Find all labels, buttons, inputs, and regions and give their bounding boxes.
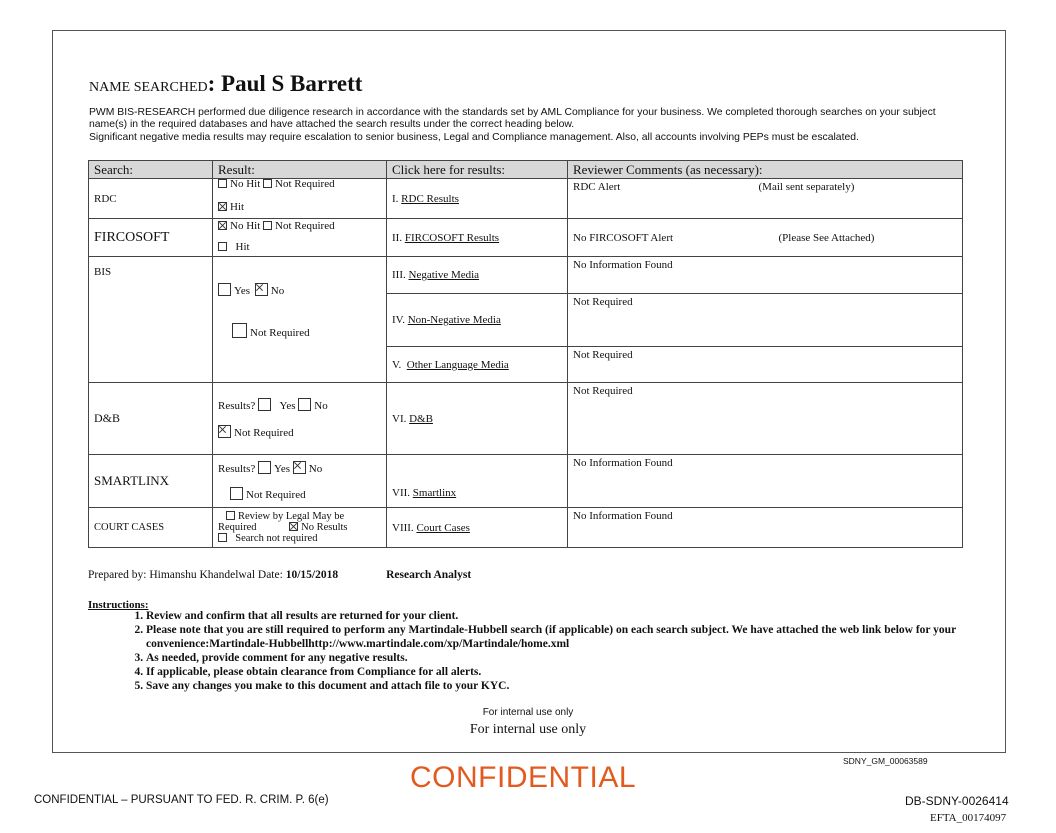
court-link-cell: VIII. Court Cases (387, 508, 568, 548)
bis-result: Yes No Not Required (213, 257, 387, 383)
instruction-item: 4. If applicable, please obtain clearance from Compliance for all alerts. (146, 665, 976, 679)
row-bis-negative (89, 257, 963, 294)
dnb-yes-checkbox[interactable] (258, 398, 271, 411)
non-negative-media-cell: IV. Non-Negative Media (387, 294, 568, 347)
header-click-results: Click here for results: (387, 161, 568, 179)
internal-use-small: For internal use only (482, 707, 574, 718)
bis-no-checkbox[interactable] (255, 283, 268, 296)
table-header-row (89, 161, 963, 179)
fircosoft-search: FIRCOSOFT (89, 219, 213, 257)
rdc-hit-checkbox[interactable] (218, 202, 227, 211)
dnb-link-cell: VI. D&B (387, 383, 568, 455)
dnb-result: Results? Yes No Not Required (213, 383, 387, 455)
confidential-notice: CONFIDENTIAL – PURSUANT TO FED. R. CRIM. P. 6(e) (34, 794, 329, 806)
intro-paragraph (89, 107, 969, 144)
negative-media-comment: No Information Found (568, 257, 963, 294)
rdc-results-link[interactable]: RDC Results (401, 192, 459, 205)
smartlinx-link-cell: VII. Smartlinx (387, 455, 568, 508)
smartlinx-search: SMARTLINX (89, 455, 213, 508)
fircosoft-link-cell: II. FIRCOSOFT Results (387, 219, 568, 257)
bates-number: DB-SDNY-0026414 (905, 794, 1009, 808)
prepared-date: 10/15/2018 (285, 569, 339, 581)
instruction-item: 5. Save any changes you make to this document and attach file to your KYC. (146, 679, 976, 693)
non-negative-media-link[interactable]: Non-Negative Media (407, 314, 501, 326)
other-language-media-comment: Not Required (568, 347, 963, 383)
smartlinx-no-checkbox[interactable] (293, 461, 306, 474)
efta-number: EFTA_00174097 (930, 812, 1007, 824)
bis-search: BIS (89, 257, 213, 383)
prepared-role: Research Analyst (386, 569, 472, 581)
court-not-required-checkbox[interactable] (218, 533, 227, 542)
fircosoft-not-required-checkbox[interactable] (263, 221, 272, 230)
fircosoft-result: No Hit Not Required Hit (213, 219, 387, 257)
fircosoft-no-hit-checkbox[interactable] (218, 221, 227, 230)
header-search: Search: (89, 161, 213, 179)
other-language-media-link[interactable]: Other Language Media (406, 358, 509, 371)
smartlinx-yes-checkbox[interactable] (258, 461, 271, 474)
instruction-item: 3. As needed, provide comment for any negative results. (146, 651, 976, 665)
court-no-results-checkbox[interactable] (289, 522, 298, 531)
dnb-search: D&B (89, 383, 213, 455)
name-searched-value: : Paul S Barrett (207, 71, 363, 96)
internal-use-large: For internal use only (469, 722, 587, 737)
instruction-item: 1. Review and confirm that all results are returned for your client. (146, 609, 976, 623)
dnb-no-checkbox[interactable] (298, 398, 311, 411)
smartlinx-result: Results? Yes No Not Required (213, 455, 387, 508)
smartlinx-not-required-checkbox[interactable] (230, 487, 243, 500)
row-fircosoft (89, 219, 963, 257)
fircosoft-comment-cell (568, 219, 963, 257)
other-language-media-cell: V. Other Language Media (387, 347, 568, 383)
intro-line-2: Significant negative media results may require escalation to senior business, Legal and Compliance management. Also, all accounts involving PEPs must be escalated. (89, 131, 859, 143)
confidential-stamp: CONFIDENTIAL (410, 761, 637, 794)
fircosoft-hit-checkbox[interactable] (218, 242, 227, 251)
court-cases-link[interactable]: Court Cases (416, 521, 470, 534)
dnb-comment: Not Required (568, 383, 963, 455)
header-reviewer-comments: Reviewer Comments (as necessary): (568, 161, 963, 179)
bis-yes-checkbox[interactable] (218, 283, 231, 296)
instructions-list (108, 609, 976, 693)
fircosoft-comment-note: (Please See Attached) (778, 231, 875, 244)
rdc-comment: RDC Alert (573, 181, 621, 193)
dnb-link[interactable]: D&B (409, 412, 433, 425)
search-results-table (88, 160, 963, 548)
row-rdc (89, 179, 963, 219)
smartlinx-comment: No Information Found (568, 455, 963, 508)
bis-not-required-checkbox[interactable] (232, 323, 247, 338)
name-searched-label: NAME SEARCHED (89, 80, 208, 95)
rdc-comment-cell (568, 179, 963, 219)
row-court-cases (89, 508, 963, 548)
rdc-result: No Hit Not Required Hit (213, 179, 387, 219)
row-smartlinx (89, 455, 963, 508)
instruction-item: 2. Please note that you are still required to perform any Martindale-Hubbell search (if applicable) on each search subject. We have attached the web link below for your convenience:Martindale-Hubbellhttp://www.martindale.com/xp/Martindale/home.xml (146, 623, 976, 651)
rdc-not-required-checkbox[interactable] (263, 179, 272, 188)
rdc-no-hit-checkbox[interactable] (218, 179, 227, 188)
non-negative-media-comment: Not Required (568, 294, 963, 347)
fircosoft-results-link[interactable]: FIRCOSOFT Results (404, 231, 500, 244)
court-cases-search: COURT CASES (89, 508, 213, 548)
rdc-search: RDC (89, 179, 213, 219)
name-searched-heading (89, 71, 362, 97)
smartlinx-link[interactable]: Smartlinx (412, 487, 457, 499)
row-dnb (89, 383, 963, 455)
rdc-link-cell: I. RDC Results (387, 179, 568, 219)
negative-media-link[interactable]: Negative Media (408, 269, 480, 281)
negative-media-cell: III. Negative Media (387, 257, 568, 294)
instructions-title: Instructions: (88, 599, 149, 611)
fircosoft-comment: No FIRCOSOFT Alert (573, 231, 674, 244)
intro-line-1: PWM BIS-RESEARCH performed due diligence research in accordance with the standards set by AML Compliance for your business. We completed thorough searches on your subject name(s) in the required databases and have attached the search results under the correct heading below. (89, 107, 936, 131)
court-review-checkbox[interactable] (226, 511, 235, 520)
header-result: Result: (213, 161, 387, 179)
dnb-not-required-checkbox[interactable] (218, 425, 231, 438)
rdc-comment-note: (Mail sent separately) (758, 181, 855, 193)
prepared-by-label: Prepared by: Himanshu Khandelwal Date: (88, 569, 286, 581)
prepared-by-line (88, 569, 471, 581)
court-cases-comment: No Information Found (568, 508, 963, 548)
sdny-stamp: SDNY_GM_00063589 (843, 756, 928, 766)
court-cases-result: Review by Legal May be Required No Results Search not required (213, 508, 387, 548)
